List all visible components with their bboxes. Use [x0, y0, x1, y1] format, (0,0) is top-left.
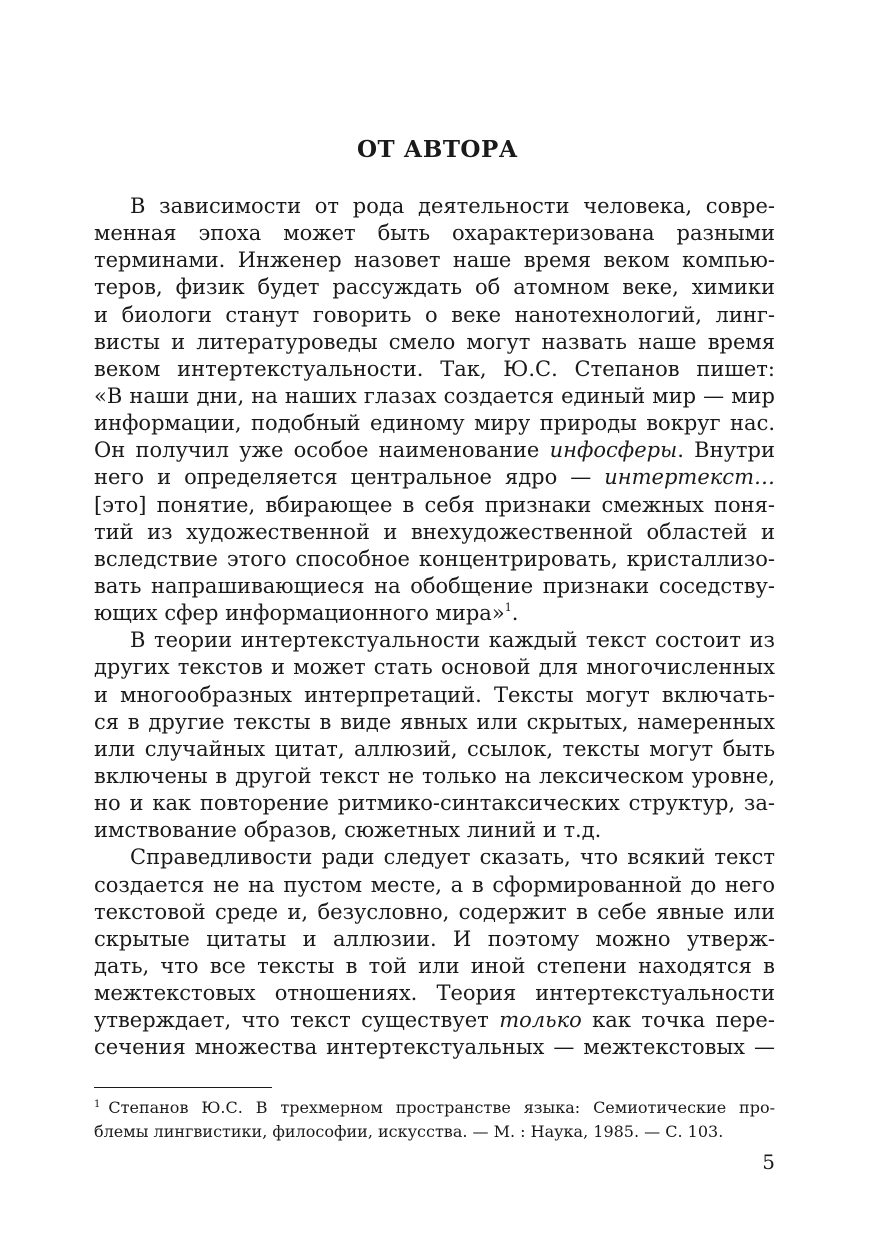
text-line: менная эпоха может быть охарактеризована разными — [94, 221, 775, 246]
page-title: ОТ АВТОРА — [356, 136, 518, 163]
italic-term: только — [499, 1008, 582, 1033]
text-line: других текстов и может стать основой для многочисленных — [94, 655, 775, 680]
text-line: и биологи станут говорить о веке нанотехнологий, линг- — [94, 302, 775, 327]
text-line — [94, 1007, 775, 1034]
text-line: сечения множества интертекстуальных — межтекстовых — — [94, 1035, 775, 1060]
footnote-divider — [94, 1087, 272, 1088]
text-segment: него и определяется центральное ядро — — [94, 465, 592, 490]
footnote — [94, 1096, 775, 1144]
text-line: информации, подобный единому миру природы вокруг нас. — [94, 411, 775, 436]
text-line: веком интертекстуальности. Так, Ю.С. Степанов пишет: — [94, 356, 775, 381]
text-line: включены в другой текст не только на лексическом уровне, — [94, 763, 775, 788]
italic-term: инфосферы — [549, 438, 678, 463]
text-line: вследствие этого способное концентрировать, кристаллизо- — [94, 546, 775, 571]
text-line — [94, 437, 775, 464]
text-line: создается не на пустом месте, а в сформированной до него — [94, 872, 775, 897]
text-line: терминами. Инженер назовет наше время веком компью- — [94, 248, 775, 273]
main-text — [94, 193, 775, 1062]
text-line: [это] понятие, вбирающее в себя признаки смежных поня- — [94, 492, 775, 517]
text-line: но и как повторение ритмико-синтаксических структур, за- — [94, 791, 775, 816]
text-segment: Он получил уже особое наименование — [94, 438, 540, 463]
text-line: Справедливости ради следует сказать, что всякий текст — [130, 845, 775, 870]
text-line: вать напрашивающиеся на обобщение признаки соседству- — [94, 573, 775, 598]
text-line: и многообразных интерпретаций. Тексты могут включать- — [94, 682, 775, 707]
text-segment: . Внутри — [677, 438, 775, 463]
text-segment: утверждает, что текст существует — [94, 1008, 489, 1033]
text-line — [94, 464, 775, 491]
text-line: В зависимости от рода деятельности человека, совре- — [130, 194, 775, 218]
text-line: тий из художественной и внехудожественной областей и — [94, 519, 775, 544]
text-line: дать, что все тексты в той или иной степени находятся в — [94, 953, 775, 978]
text-segment: ющих сфер информационного мира» — [94, 601, 505, 626]
page-number: 5 — [762, 1150, 775, 1174]
text-line — [94, 600, 775, 627]
footnote-reference[interactable]: 1 — [504, 601, 512, 615]
text-line: висты и литературоведы смело могут назвать наше время — [94, 329, 775, 354]
italic-term: интертекст… — [604, 465, 775, 490]
text-line: скрытые цитаты и аллюзии. И поэтому можно утверж- — [94, 926, 775, 951]
text-line: теров, физик будет рассуждать об атомном веке, химики — [94, 275, 775, 300]
text-line: или случайных цитат, аллюзий, ссылок, тексты могут быть — [94, 736, 775, 761]
text-line: ся в другие тексты в виде явных или скрытых, намеренных — [94, 709, 775, 734]
text-segment: как точка пере- — [592, 1008, 775, 1033]
footnote-text: Степанов Ю.С. В трехмерном пространстве языка: Семиотические про- — [108, 1098, 775, 1117]
text-line: «В наши дни, на наших глазах создается единый мир — мир — [94, 383, 775, 408]
text-line: В теории интертекстуальности каждый текст состоит из — [130, 628, 775, 653]
text-line: межтекстовых отношениях. Теория интертекстуальности — [94, 981, 775, 1006]
text-line: текстовой среде и, безусловно, содержит в себе явные или — [94, 899, 775, 924]
text-segment: . — [511, 601, 519, 626]
footnote-number: 1 — [94, 1099, 101, 1110]
text-line: имствование образов, сюжетных линий и т.д. — [94, 818, 602, 843]
footnote-line — [94, 1096, 775, 1120]
footnote-line: блемы лингвистики, философии, искусства. — М. : Наука, 1985. — С. 103. — [94, 1122, 724, 1141]
